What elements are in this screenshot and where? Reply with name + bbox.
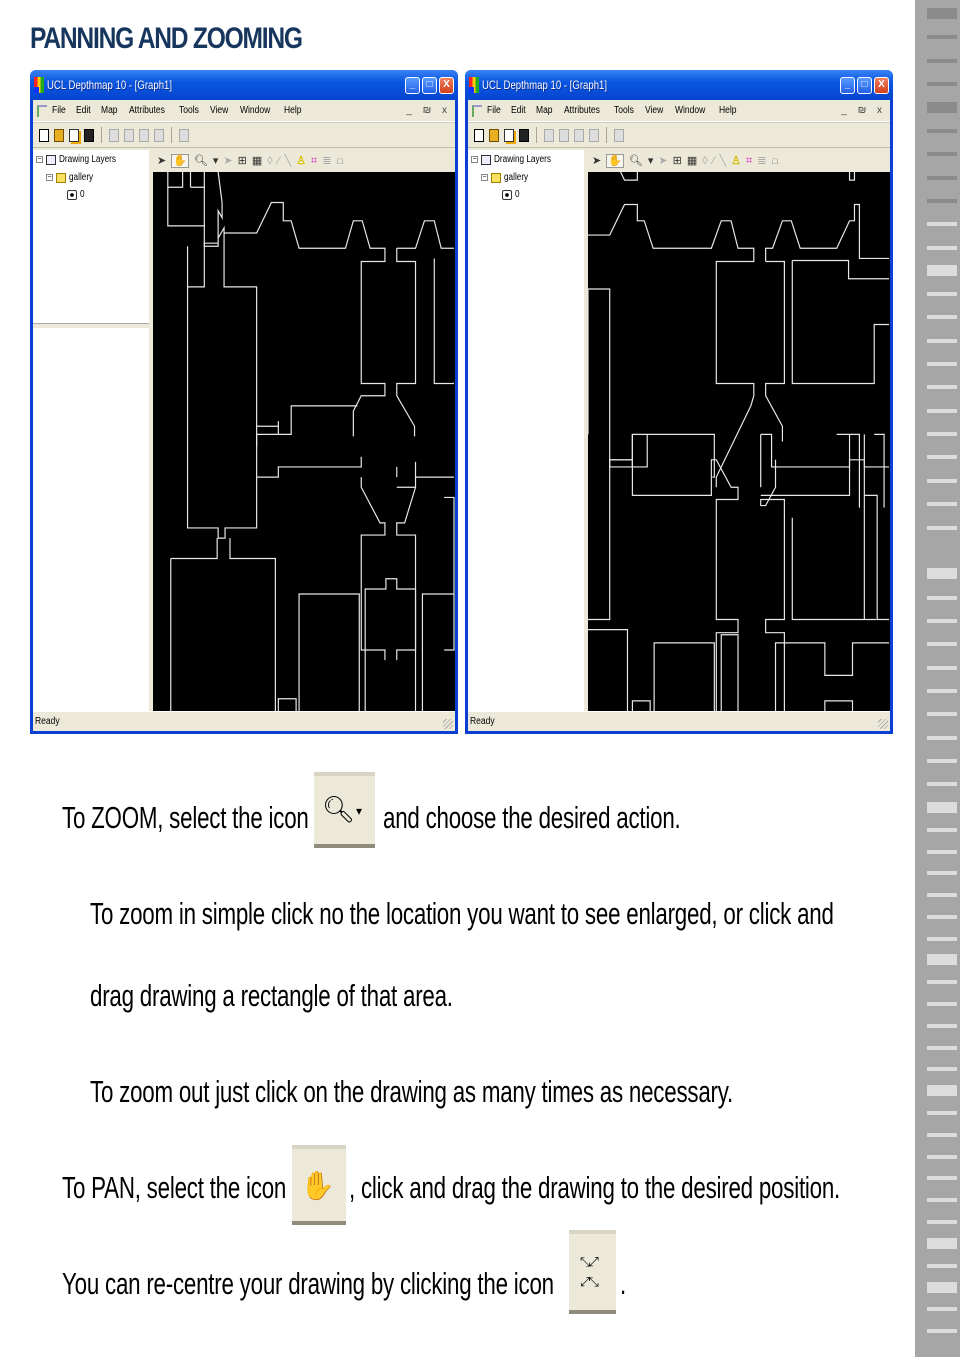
status-text: Ready (470, 716, 495, 727)
strip-mark (927, 980, 957, 984)
tree-item-layer-0[interactable]: 0 (67, 189, 86, 200)
agent-figure-icon[interactable]: ♙ (731, 155, 742, 167)
strip-mark (927, 642, 957, 646)
open-folder-icon[interactable] (54, 129, 64, 142)
recentre-arrows-icon-bottom: ⤢⤡ (580, 1274, 597, 1289)
menu-view[interactable]: View (645, 105, 664, 116)
join-icon[interactable]: ⩍ (336, 155, 344, 167)
strip-mark (927, 712, 957, 716)
map-view (153, 150, 455, 711)
zoom-out-instruction: To zoom out just click on the drawing as many times as necessary. (90, 1074, 734, 1109)
select-cursor-icon[interactable]: ➤ (658, 155, 668, 167)
strip-mark (927, 850, 957, 854)
axial-graph-icon[interactable]: ⌗ (311, 155, 318, 167)
strip-mark (927, 1067, 957, 1071)
close-button[interactable]: X (439, 77, 454, 94)
folder-icon (491, 173, 501, 183)
strip-mark (927, 782, 957, 786)
strip-mark (927, 129, 957, 133)
layer-remove-icon[interactable] (139, 129, 149, 142)
depthmap-app-icon (469, 77, 479, 93)
strip-mark (927, 689, 957, 693)
recentre-instruction-a: You can re-centre your drawing by clicking the icon (62, 1266, 554, 1301)
window-title: UCL Depthmap 10 - [Graph1] (482, 78, 608, 92)
pane-splitter[interactable] (33, 323, 149, 328)
zoom-in-instruction-2: drag drawing a rectangle of that area. (90, 978, 453, 1013)
menu-tools[interactable]: Tools (614, 105, 634, 116)
open-folder-icon[interactable] (489, 129, 499, 142)
new-file-icon[interactable] (474, 129, 484, 142)
strip-mark (927, 893, 957, 897)
strip-mark (927, 1002, 957, 1006)
collapse-icon[interactable]: − (37, 156, 42, 163)
tree-item-gallery[interactable]: − gallery (47, 172, 94, 183)
tree-item-gallery[interactable]: − gallery (482, 172, 529, 183)
close-button[interactable]: X (874, 77, 889, 94)
strip-mark (927, 1220, 957, 1224)
strip-mark (927, 1085, 957, 1096)
page-title: PANNING AND ZOOMING (30, 22, 302, 55)
layers-icon (46, 155, 56, 165)
strip-mark (927, 362, 957, 366)
strip-mark (927, 246, 957, 250)
layer-edit-icon[interactable] (109, 129, 119, 142)
zoom-icon[interactable]: 🔍︎ (628, 155, 643, 167)
strip-mark (927, 526, 957, 530)
minimize-button[interactable]: _ (840, 77, 855, 94)
strip-mark (927, 736, 957, 740)
title-bar[interactable] (30, 70, 458, 100)
page-edge-decoration (915, 0, 960, 1357)
strip-mark (927, 315, 957, 319)
strip-mark (927, 455, 957, 459)
menu-file[interactable]: File (52, 105, 66, 116)
strip-mark (927, 828, 957, 832)
line-icon[interactable]: ╲ (719, 155, 727, 167)
maximize-button[interactable]: □ (857, 77, 872, 94)
title-bar[interactable] (465, 70, 893, 100)
strip-mark (927, 432, 957, 436)
depthmap-window-left (30, 70, 458, 734)
menu-help[interactable]: Help (283, 105, 301, 116)
map-view (588, 150, 890, 711)
fill-icon[interactable]: ◊ (267, 155, 273, 167)
save-icon[interactable] (519, 129, 529, 142)
join-icon[interactable]: ⩍ (771, 155, 779, 167)
strip-mark (927, 82, 957, 86)
strip-mark (927, 1238, 957, 1249)
ladder-icon[interactable] (179, 129, 189, 142)
strip-mark (927, 385, 957, 389)
new-file-icon[interactable] (39, 129, 49, 142)
select-arrow-icon[interactable]: ➤ (157, 155, 167, 167)
document-icon[interactable] (472, 105, 482, 117)
strip-mark (927, 1111, 957, 1115)
zoom-instruction-a: To ZOOM, select the icon (62, 800, 309, 835)
status-bar (33, 711, 455, 731)
recentre-icon[interactable]: ⊞ (672, 155, 682, 167)
menu-view[interactable]: View (210, 105, 229, 116)
select-cursor-icon[interactable]: ➤ (223, 155, 233, 167)
file-toolbar (33, 122, 455, 148)
status-text: Ready (35, 716, 60, 727)
strip-mark (927, 1282, 957, 1293)
strip-mark (927, 265, 957, 276)
collapse-icon[interactable]: − (482, 174, 487, 181)
resize-grip[interactable] (878, 719, 888, 729)
minimize-button[interactable]: _ (405, 77, 420, 94)
table-icon[interactable]: ≣ (757, 155, 767, 167)
tree-item-drawing-layers[interactable]: − Drawing Layers (37, 154, 116, 165)
strip-mark (927, 292, 957, 296)
layer-props-icon[interactable] (154, 129, 164, 142)
line-icon[interactable]: ╲ (284, 155, 292, 167)
window-title: UCL Depthmap 10 - [Graph1] (47, 78, 173, 92)
pan-hand-icon[interactable]: ✋ (608, 155, 622, 167)
ladder-icon[interactable] (614, 129, 624, 142)
strip-mark (927, 1307, 957, 1311)
strip-mark (927, 871, 957, 875)
layer-add-icon[interactable] (124, 129, 134, 142)
pan-hand-icon: ✋ (300, 1170, 335, 1201)
menu-edit[interactable]: Edit (76, 105, 91, 116)
mdi-controls[interactable]: _ ₪ x (406, 105, 451, 116)
toolbar-separator (536, 127, 537, 143)
strip-mark (927, 954, 957, 965)
save-icon[interactable] (84, 129, 94, 142)
tree-item-layer-0[interactable]: 0 (502, 189, 521, 200)
menu-window[interactable]: Window (674, 105, 706, 116)
menu-help[interactable]: Help (718, 105, 736, 116)
recentre-tool-icon-image (569, 1230, 616, 1314)
strip-mark (927, 152, 957, 156)
menu-bar (33, 100, 455, 122)
strip-mark (927, 1198, 957, 1202)
document-icon[interactable] (37, 105, 47, 117)
zoom-tool-icon-image (314, 772, 375, 848)
pencil-icon[interactable]: ∕ (277, 155, 280, 167)
strip-mark (927, 596, 957, 600)
layer-tree (33, 150, 151, 711)
menu-map[interactable]: Map (101, 105, 118, 116)
strip-mark (927, 1046, 957, 1050)
tree-item-drawing-layers[interactable]: − Drawing Layers (472, 154, 551, 165)
folder-icon (56, 173, 66, 183)
depthmap-app-icon (34, 77, 44, 93)
strip-mark (927, 1155, 957, 1159)
zoom-instruction-b: and choose the desired action. (383, 800, 681, 835)
strip-mark (927, 802, 957, 813)
zoom-dropdown-icon[interactable]: ▾ (647, 155, 654, 167)
strip-mark (927, 568, 957, 579)
status-bar (468, 711, 890, 731)
strip-mark (927, 479, 957, 483)
fill-icon[interactable]: ◊ (702, 155, 708, 167)
zoom-in-instruction-1: To zoom in simple click no the location you want to see enlarged, or click and (90, 896, 834, 931)
file-toolbar (468, 122, 890, 148)
layer-tree (468, 150, 586, 711)
menu-window[interactable]: Window (239, 105, 271, 116)
dropdown-arrow-icon: ▾ (356, 804, 363, 818)
layer-remove-icon[interactable] (574, 129, 584, 142)
edit-toolbar (153, 150, 455, 172)
strip-mark (927, 35, 957, 39)
menu-file[interactable]: File (487, 105, 501, 116)
strip-mark (927, 937, 957, 941)
visibility-icon[interactable] (502, 190, 512, 200)
strip-mark (927, 502, 957, 506)
toolbar-separator (171, 127, 172, 143)
agent-figure-icon[interactable]: ♙ (296, 155, 307, 167)
visibility-icon[interactable] (67, 190, 77, 200)
pan-instruction-b: , click and drag the drawing to the desired position. (349, 1170, 841, 1205)
pan-tool-icon-image (292, 1145, 346, 1225)
select-arrow-icon[interactable]: ➤ (592, 155, 602, 167)
zoom-dropdown-icon[interactable]: ▾ (212, 155, 219, 167)
strip-mark (927, 176, 957, 180)
toolbar-separator (101, 127, 102, 143)
floor-plan-drawing (588, 172, 890, 711)
strip-mark (927, 8, 957, 19)
strip-mark (927, 59, 957, 63)
toolbar-separator (606, 127, 607, 143)
collapse-icon[interactable]: − (472, 156, 477, 163)
collapse-icon[interactable]: − (47, 174, 52, 181)
import-icon[interactable] (69, 129, 79, 142)
layer-props-icon[interactable] (589, 129, 599, 142)
grid-icon[interactable]: ▦ (251, 155, 263, 167)
pencil-icon[interactable]: ∕ (712, 155, 715, 167)
layers-icon (481, 155, 491, 165)
depthmap-window-right (465, 70, 893, 734)
pan-hand-icon[interactable]: ✋ (173, 155, 187, 167)
layer-add-icon[interactable] (559, 129, 569, 142)
zoom-magnifier-icon: 🔍︎ (322, 794, 356, 824)
menu-attributes[interactable]: Attributes (563, 105, 600, 116)
floor-plan-drawing (153, 172, 455, 711)
strip-mark (927, 1264, 957, 1268)
menu-tools[interactable]: Tools (179, 105, 199, 116)
strip-mark (927, 102, 957, 113)
strip-mark (927, 759, 957, 763)
menu-bar (468, 100, 890, 122)
strip-mark (927, 1024, 957, 1028)
strip-mark (927, 619, 957, 623)
edit-toolbar (588, 150, 890, 172)
menu-map[interactable]: Map (536, 105, 553, 116)
strip-mark (927, 1133, 957, 1137)
strip-mark (927, 666, 957, 670)
axial-graph-icon[interactable]: ⌗ (746, 155, 753, 167)
strip-mark (927, 409, 957, 413)
import-icon[interactable] (504, 129, 514, 142)
recentre-instruction-b: . (620, 1266, 626, 1301)
menu-edit[interactable]: Edit (511, 105, 526, 116)
grid-icon[interactable]: ▦ (686, 155, 698, 167)
table-icon[interactable]: ≣ (322, 155, 332, 167)
layer-edit-icon[interactable] (544, 129, 554, 142)
mdi-controls[interactable]: _ ₪ x (841, 105, 886, 116)
recentre-icon[interactable]: ⊞ (237, 155, 247, 167)
zoom-icon[interactable]: 🔍︎ (193, 155, 208, 167)
strip-mark (927, 1176, 957, 1180)
floor-plan-canvas[interactable] (588, 172, 890, 711)
maximize-button[interactable]: □ (422, 77, 437, 94)
strip-mark (927, 915, 957, 919)
strip-mark (927, 1329, 957, 1333)
floor-plan-canvas[interactable] (153, 172, 455, 711)
recentre-arrows-icon-top: ⤡⤢ (580, 1254, 597, 1269)
resize-grip[interactable] (443, 719, 453, 729)
strip-mark (927, 222, 957, 226)
menu-attributes[interactable]: Attributes (128, 105, 165, 116)
strip-mark (927, 199, 957, 203)
pan-instruction-a: To PAN, select the icon (62, 1170, 287, 1205)
strip-mark (927, 339, 957, 343)
